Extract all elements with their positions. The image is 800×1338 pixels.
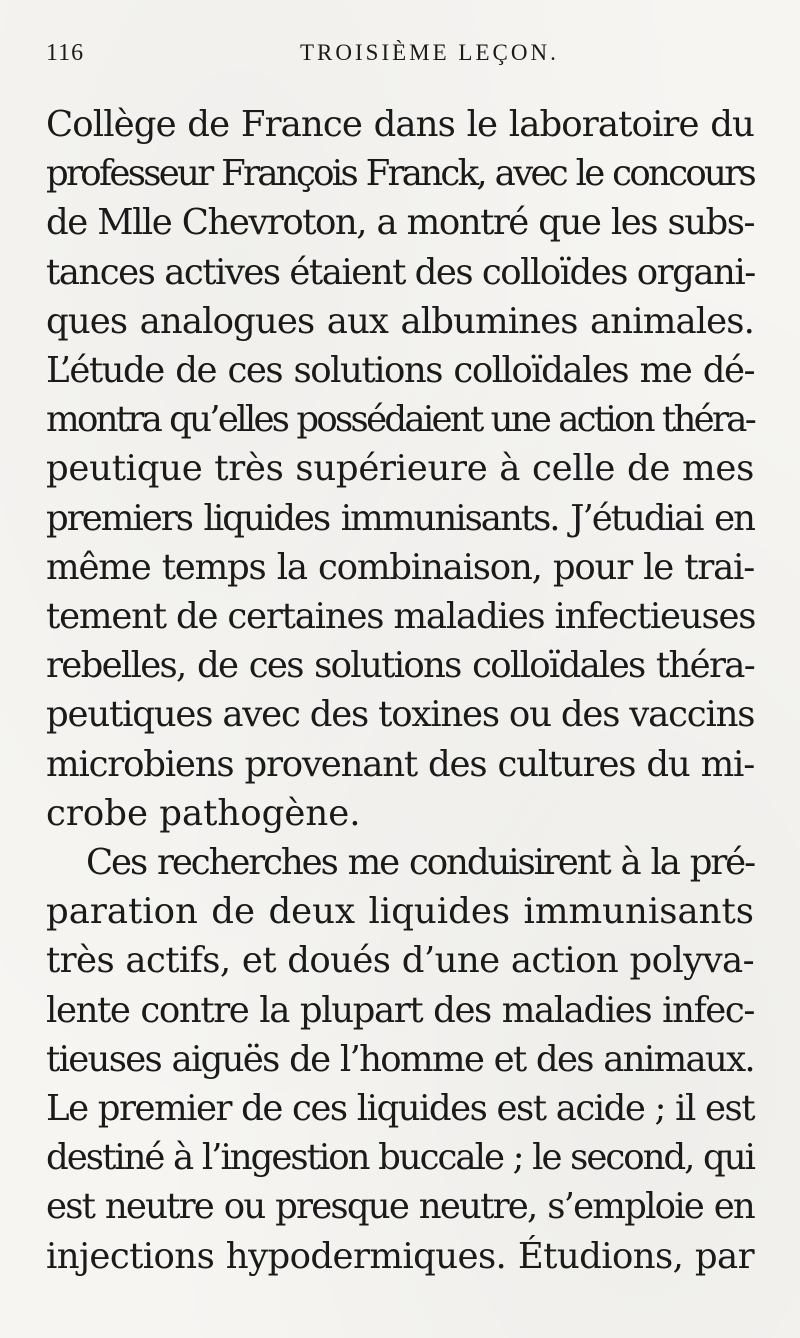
text-line: même temps la combinaison, pour le trai- [46, 546, 754, 588]
text-line: microbiens provenant des cultures du mi- [46, 743, 754, 785]
text-line: paration de deux liquides immunisants [46, 891, 754, 933]
running-title: TROISIÈME LEÇON. [300, 40, 559, 65]
text-line: rebelles, de ces solutions colloïdales théra- [46, 645, 754, 687]
text-line: Le premier de ces liquides est acide ; il est [46, 1088, 754, 1130]
text-line: est neutre ou presque neutre, s’emploie en [46, 1186, 754, 1228]
text-line: Ces recherches me conduisirent à la pré- [86, 842, 754, 884]
text-line: lente contre la plupart des maladies infec- [46, 989, 754, 1031]
text-line: très actifs, et doués d’une action polyva- [46, 940, 754, 982]
text-line: professeur François Franck, avec le concours [46, 153, 754, 195]
text-line: injections hypodermiques. Étudions, par [46, 1235, 754, 1277]
text-line: tement de certaines maladies infectieuses [46, 596, 756, 638]
body-text [46, 100, 754, 1281]
text-line: de Mlle Chevroton, a montré que les subs- [46, 202, 754, 244]
text-line: montra qu’elles possédaient une action théra- [46, 399, 754, 441]
text-line: tances actives étaient des colloïdes organi- [46, 251, 755, 293]
paragraph-2 [46, 838, 754, 1281]
text-line: ques analogues aux albumines animales. [46, 300, 754, 342]
text-line: Collège de France dans le laboratoire du [46, 104, 754, 145]
text-line: destiné à l’ingestion buccale ; le second, qui [46, 1137, 754, 1179]
paragraph-1 [46, 100, 754, 838]
page-number: 116 [46, 40, 85, 66]
text-line: tieuses aiguës de l’homme et des animaux. [46, 1038, 754, 1080]
text-line: peutiques avec des toxines ou des vaccins [46, 694, 755, 736]
text-line: peutique très supérieure à celle de mes [46, 448, 754, 490]
text-line: L’étude de ces solutions colloïdales me dé- [46, 350, 754, 392]
text-line: premiers liquides immunisants. J’étudiai en [46, 497, 754, 539]
text-line: crobe pathogène. [46, 792, 361, 834]
running-head [46, 40, 754, 80]
